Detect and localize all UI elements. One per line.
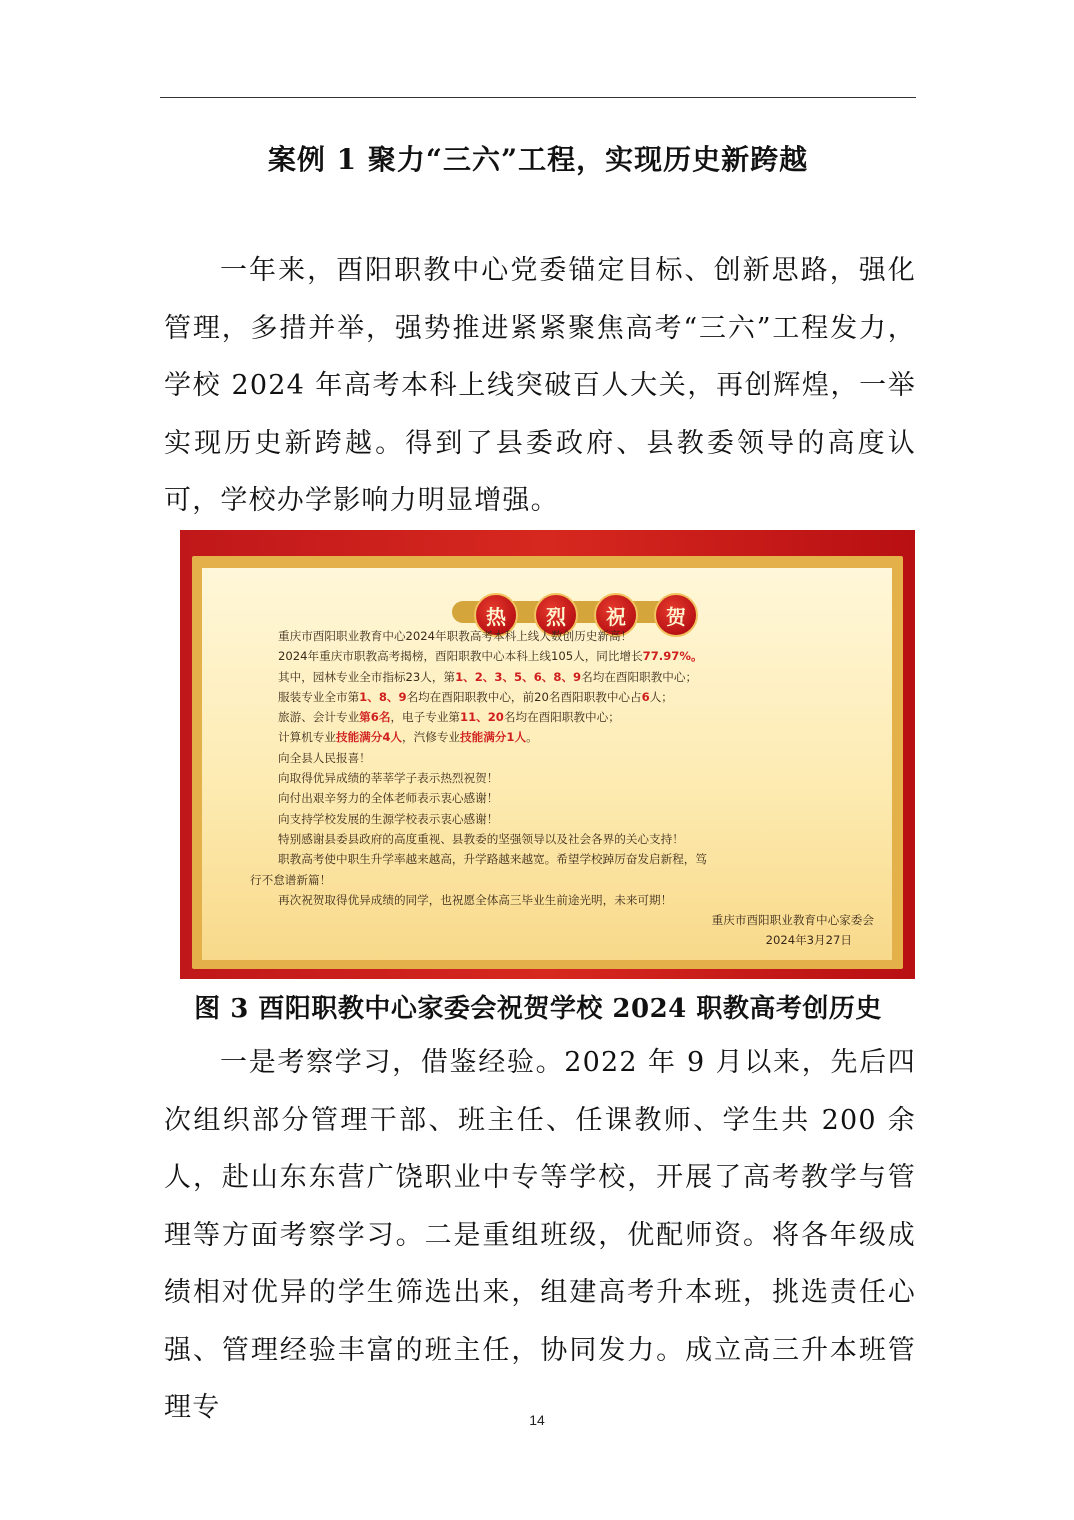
poster-line: [250, 870, 900, 890]
poster-text-run: 向取得优异成绩的莘莘学子表示热烈祝贺！: [278, 771, 499, 786]
intro-paragraph: 一年来，酉阳职教中心党委锚定目标、创新思路，强化管理，多措并举，强势推进紧紧聚焦高考“三六”工程发力，学校 2024 年高考本科上线突破百人大关，再创辉煌，一举实现历史新跨越。得到了县委政府、县教委领导的高度认可，学校办学影响力明显增强。: [164, 255, 916, 516]
heading-char: 热: [474, 593, 518, 637]
poster-text-run: 名均在酉阳职教中心；: [581, 669, 698, 684]
poster-highlight: 1、8、9: [359, 689, 407, 704]
heading-char: 祝: [594, 593, 638, 637]
poster-text-run: 人；: [649, 689, 673, 704]
poster-highlight: 77.97%。: [642, 649, 703, 664]
poster-text-run: 向付出艰辛努力的全体老师表示衷心感谢！: [278, 791, 499, 806]
poster-text-run: 向全县人民报喜！: [278, 750, 371, 765]
poster-panel: [202, 568, 892, 960]
poster-text-run: 。: [526, 730, 538, 745]
poster-text-run: 名均在酉阳职教中心，前20名酉阳职教中心占: [406, 689, 642, 704]
poster-line: [250, 727, 900, 747]
poster-text-run: 计算机专业: [278, 730, 336, 745]
poster-text-run: 向支持学校发展的生源学校表示衷心感谢！: [278, 811, 499, 826]
poster-signature: 重庆市酉阳职业教育中心家委会: [711, 913, 874, 928]
poster-text-run: 其中，园林专业全市指标23人，第: [278, 669, 456, 684]
poster-text-run: 名均在酉阳职教中心；: [503, 710, 620, 725]
page-number: 14: [529, 1412, 545, 1428]
poster-line: [250, 809, 900, 829]
poster-text-run: ，汽修专业: [402, 730, 461, 745]
poster-line: [250, 646, 900, 666]
section-title: 案例 1 聚力“三六”工程，实现历史新跨越: [267, 143, 809, 176]
poster-text-run: 特别感谢县委县政府的高度重视、县教委的坚强领导以及社会各界的关心支持！: [278, 831, 684, 846]
poster-text-run: 2024年重庆市职教高考揭榜，酉阳职教中心本科上线105人，同比增长: [278, 649, 643, 664]
poster-date: 2024年3月27日: [765, 933, 852, 948]
poster-text: [250, 626, 900, 951]
poster-line: [250, 626, 900, 646]
measures-paragraph: 一是考察学习，借鉴经验。2022 年 9 月以来，先后四次组织部分管理干部、班主任、任课教师、学生共 200 余人，赴山东东营广饶职业中专等学校，开展了高考教学与管理等方面考察学习。二是重组班级，优配师资。将各年级成绩相对优异的学生筛选出来，组建高考升本班，挑选责任心强、管理经验丰富的班主任，协同发力。成立高三升本班管理专: [164, 1047, 916, 1423]
poster-text-run: ，电子专业第: [390, 710, 461, 725]
poster-line: [250, 768, 900, 788]
poster-line: [250, 707, 900, 727]
heading-char: 烈: [534, 593, 578, 637]
poster-line: [250, 829, 900, 849]
poster-highlight: 技能满分1人: [460, 730, 527, 745]
poster-highlight: 1、2、3、5、6、8、9: [455, 669, 582, 684]
poster-text-run: 行不怠谱新篇！: [250, 872, 332, 887]
poster-line: [250, 788, 900, 808]
poster-text-run: 重庆市酉阳职业教育中心2024年职教高考本科上线人数创历史新高！: [278, 629, 633, 643]
poster-line: [250, 748, 900, 768]
poster-text-run: 职教高考使中职生升学率越来越高，升学路越来越宽。希望学校踔厉奋发启新程，笃: [278, 852, 707, 867]
poster-line: [250, 849, 900, 869]
poster-highlight: 11、20: [460, 710, 504, 725]
header-rule: [160, 97, 916, 98]
poster-line: [250, 667, 900, 687]
congratulation-poster: [180, 530, 915, 979]
poster-highlight: 6: [641, 689, 650, 704]
poster-highlight: 技能满分4人: [335, 730, 403, 745]
poster-line: [250, 890, 900, 910]
heading-char: 贺: [654, 593, 698, 637]
poster-text-run: 旅游、会计专业: [278, 710, 360, 725]
poster-highlight: 第6名: [359, 710, 391, 725]
poster-text-run: 再次祝贺取得优异成绩的同学，也祝愿全体高三毕业生前途光明，未来可期！: [278, 892, 673, 907]
poster-text-run: 服装专业全市第: [278, 689, 360, 704]
figure-caption: 图 3 酉阳职教中心家委会祝贺学校 2024 职教高考创历史: [194, 994, 882, 1024]
poster-line: [250, 687, 900, 707]
